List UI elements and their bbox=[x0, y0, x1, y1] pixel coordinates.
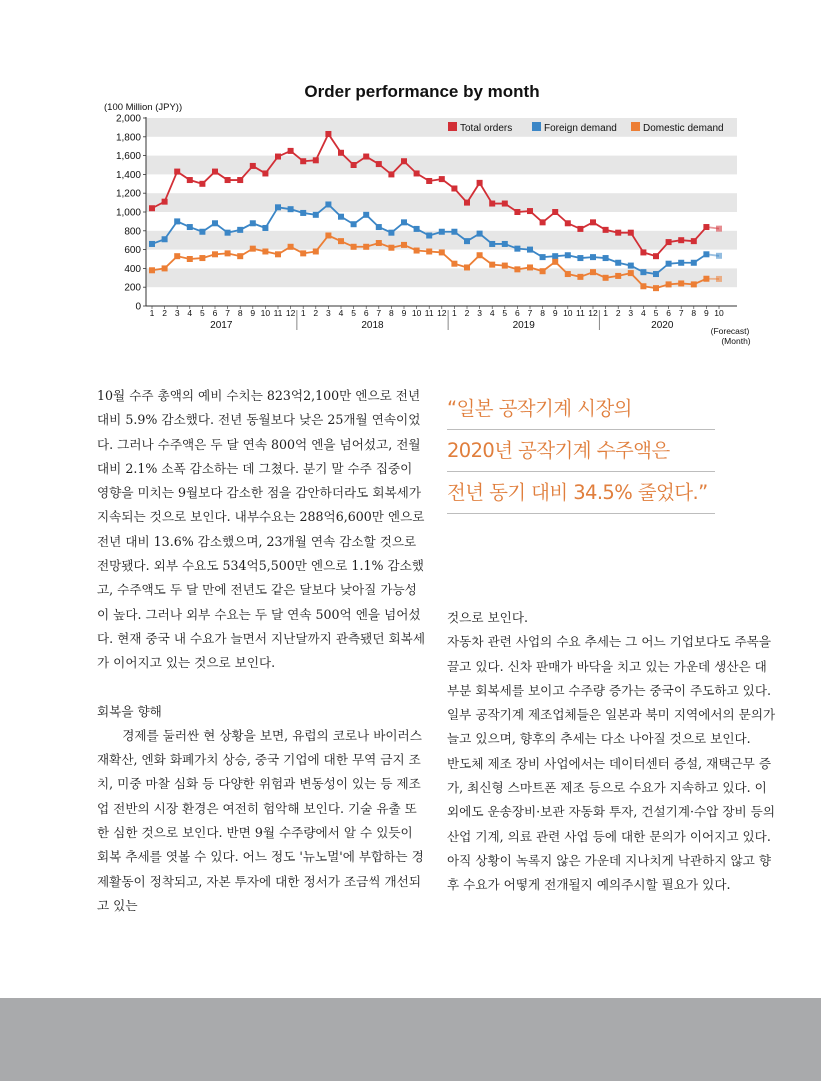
forecast-label: (Forecast) bbox=[710, 326, 750, 336]
data-point bbox=[388, 171, 394, 177]
data-point bbox=[502, 201, 508, 207]
data-point bbox=[174, 253, 180, 259]
data-point bbox=[351, 162, 357, 168]
data-point bbox=[502, 263, 508, 269]
data-point bbox=[262, 248, 268, 254]
data-point bbox=[615, 273, 621, 279]
data-point bbox=[212, 220, 218, 226]
data-point bbox=[300, 250, 306, 256]
data-point bbox=[237, 227, 243, 233]
article-paragraph: 자동차 관련 사업의 수요 추세는 그 어느 기업보다도 주목을 끌고 있다. 신차 판매가 바닥을 치고 있는 가운데 생산은 대부분 회복세를 보이고 수주량 증가는 중국이 주도하고 있다. 일부 공작기계 제조업체들은 일본과 북미 지역에서의 문의가 늘고 있으며, 향후의 추세는 다소 나아질 것으로 보인다. bbox=[447, 634, 776, 747]
x-tick-label: 12 bbox=[285, 308, 296, 318]
x-tick-label: 7 bbox=[225, 308, 230, 318]
x-tick-label: 1 bbox=[300, 308, 306, 318]
data-point bbox=[313, 248, 319, 254]
data-point bbox=[225, 177, 231, 183]
x-tick-label: 8 bbox=[691, 308, 697, 318]
data-point bbox=[325, 131, 331, 137]
x-tick-label: 5 bbox=[200, 308, 205, 318]
x-tick-label: 11 bbox=[273, 308, 283, 318]
data-point bbox=[363, 244, 369, 250]
data-point bbox=[451, 229, 457, 235]
footer-band bbox=[0, 998, 821, 1081]
y-tick-label: 800 bbox=[124, 226, 141, 238]
data-point bbox=[439, 229, 445, 235]
pull-quote-line: 전년 동기 대비 34.5% 줄었다.” bbox=[447, 472, 715, 514]
x-tick-label: 4 bbox=[489, 308, 495, 318]
data-point bbox=[603, 275, 609, 281]
data-point bbox=[187, 224, 193, 230]
order-performance-chart bbox=[0, 0, 821, 360]
data-point bbox=[716, 226, 722, 232]
data-point bbox=[653, 285, 659, 291]
data-point bbox=[527, 264, 533, 270]
year-label: 2020 bbox=[651, 320, 674, 331]
legend-swatch bbox=[631, 122, 640, 131]
data-point bbox=[174, 169, 180, 175]
x-tick-label: 11 bbox=[424, 308, 434, 318]
grid-band bbox=[146, 156, 737, 175]
x-tick-label: 12 bbox=[437, 308, 447, 318]
data-point bbox=[300, 158, 306, 164]
legend-swatch bbox=[532, 122, 541, 131]
data-point bbox=[275, 154, 281, 160]
data-point bbox=[338, 150, 344, 156]
data-point bbox=[351, 244, 357, 250]
x-tick-label: 9 bbox=[250, 308, 256, 318]
data-point bbox=[502, 241, 508, 247]
data-point bbox=[590, 254, 596, 260]
article-left-column bbox=[97, 384, 427, 918]
y-tick-label: 1,600 bbox=[115, 151, 141, 163]
data-point bbox=[300, 210, 306, 216]
data-point bbox=[313, 212, 319, 218]
chart-title: Order performance by month bbox=[304, 82, 540, 101]
data-point bbox=[439, 176, 445, 182]
data-point bbox=[464, 264, 470, 270]
data-point bbox=[590, 269, 596, 275]
data-point bbox=[401, 242, 407, 248]
data-point bbox=[464, 200, 470, 206]
pull-quote-line: 2020년 공작기계 수주액은 bbox=[447, 430, 715, 472]
data-point bbox=[678, 260, 684, 266]
year-label: 2018 bbox=[361, 320, 384, 331]
data-point bbox=[716, 276, 722, 282]
grid-band bbox=[146, 193, 737, 212]
data-point bbox=[250, 163, 256, 169]
legend-label: Foreign demand bbox=[544, 123, 617, 134]
data-point bbox=[615, 230, 621, 236]
data-point bbox=[451, 261, 457, 267]
y-tick-label: 1,200 bbox=[115, 188, 141, 200]
data-point bbox=[149, 267, 155, 273]
x-tick-label: 9 bbox=[704, 308, 709, 318]
data-point bbox=[603, 255, 609, 261]
data-point bbox=[590, 219, 596, 225]
data-point bbox=[363, 154, 369, 160]
data-point bbox=[363, 212, 369, 218]
data-point bbox=[514, 266, 520, 272]
x-tick-label: 10 bbox=[260, 308, 271, 318]
data-point bbox=[552, 209, 558, 215]
data-point bbox=[577, 274, 583, 280]
data-point bbox=[426, 233, 432, 239]
data-point bbox=[250, 220, 256, 226]
data-point bbox=[439, 249, 445, 255]
data-point bbox=[288, 148, 294, 154]
data-point bbox=[401, 158, 407, 164]
data-point bbox=[477, 231, 483, 237]
x-tick-label: 2 bbox=[162, 308, 167, 318]
data-point bbox=[628, 270, 634, 276]
data-point bbox=[262, 170, 268, 176]
data-point bbox=[275, 251, 281, 257]
data-point bbox=[451, 186, 457, 192]
data-point bbox=[199, 255, 205, 261]
data-point bbox=[577, 255, 583, 261]
data-point bbox=[640, 249, 646, 255]
data-point bbox=[288, 206, 294, 212]
data-point bbox=[225, 230, 231, 236]
y-tick-label: 1,400 bbox=[115, 169, 141, 181]
data-point bbox=[489, 201, 495, 207]
data-point bbox=[628, 230, 634, 236]
data-point bbox=[527, 247, 533, 253]
x-tick-label: 1 bbox=[603, 308, 608, 318]
x-tick-label: 8 bbox=[389, 308, 394, 318]
year-label: 2017 bbox=[210, 320, 233, 331]
year-label: 2019 bbox=[512, 320, 535, 331]
data-point bbox=[237, 253, 243, 259]
data-point bbox=[262, 225, 268, 231]
y-tick-label: 0 bbox=[135, 301, 141, 313]
data-point bbox=[199, 181, 205, 187]
x-axis-ticks bbox=[150, 306, 724, 318]
data-point bbox=[716, 253, 722, 259]
x-tick-label: 10 bbox=[411, 308, 422, 318]
data-point bbox=[489, 241, 495, 247]
x-tick-label: 9 bbox=[552, 308, 558, 318]
legend-label: Total orders bbox=[460, 123, 513, 134]
data-point bbox=[653, 271, 659, 277]
x-tick-label: 8 bbox=[540, 308, 545, 318]
x-tick-label: 3 bbox=[477, 308, 482, 318]
x-tick-label: 6 bbox=[363, 308, 369, 318]
data-point bbox=[565, 220, 571, 226]
x-tick-label: 3 bbox=[174, 308, 180, 318]
data-point bbox=[351, 221, 357, 227]
pull-quote-line: “일본 공작기계 시장의 bbox=[447, 388, 715, 430]
data-point bbox=[540, 219, 546, 225]
data-point bbox=[162, 199, 168, 205]
y-tick-label: 1,000 bbox=[115, 207, 141, 219]
data-point bbox=[565, 271, 571, 277]
data-point bbox=[414, 170, 420, 176]
x-tick-label: 10 bbox=[563, 308, 573, 318]
article-right-column bbox=[447, 606, 777, 898]
data-point bbox=[552, 259, 558, 265]
data-point bbox=[666, 239, 672, 245]
article-paragraph: 반도체 제조 장비 사업에서는 데이터센터 증설, 재택근무 증가, 최신형 스마트폰 제조 등으로 수요가 지속하고 있다. 이외에도 운송장비·보관 자동화 투자, 건설기계·수압 장비 등의 산업 기계, 의료 관련 사업 등에 대한 문의가 이어지고 있다. 아직 상황이 녹록지 않은 가운데 지나치게 낙관하지 않고 향후 수요가 어떻게 전개될지 예의주시할 필요가 있다. bbox=[447, 755, 776, 893]
x-tick-label: 5 bbox=[502, 308, 508, 318]
data-point bbox=[540, 254, 546, 260]
data-point bbox=[388, 245, 394, 251]
data-point bbox=[338, 238, 344, 244]
x-tick-label: 9 bbox=[401, 308, 407, 318]
data-point bbox=[162, 265, 168, 271]
data-point bbox=[527, 208, 533, 214]
legend-swatch bbox=[448, 122, 457, 131]
data-point bbox=[691, 260, 697, 266]
legend-label: Domestic demand bbox=[643, 123, 724, 134]
data-point bbox=[325, 201, 331, 207]
section-heading: 회복을 향해 bbox=[97, 703, 162, 719]
x-tick-label: 7 bbox=[678, 308, 684, 318]
data-point bbox=[288, 244, 294, 250]
data-point bbox=[514, 209, 520, 215]
data-point bbox=[187, 256, 193, 262]
data-point bbox=[149, 241, 155, 247]
data-point bbox=[401, 219, 407, 225]
data-point bbox=[225, 250, 231, 256]
data-point bbox=[388, 230, 394, 236]
data-point bbox=[464, 238, 470, 244]
data-point bbox=[691, 238, 697, 244]
x-tick-label: 7 bbox=[527, 308, 533, 318]
data-point bbox=[376, 224, 382, 230]
data-point bbox=[212, 251, 218, 257]
data-point bbox=[187, 177, 193, 183]
y-tick-label: 2,000 bbox=[115, 113, 141, 125]
data-point bbox=[514, 246, 520, 252]
x-tick-label: 6 bbox=[515, 308, 520, 318]
article-paragraph: 10월 수주 총액의 예비 수치는 823억2,100만 엔으로 전년 대비 5.9% 감소했다. 전년 동월보다 낮은 25개월 연속이었다. 그러나 수주액은 두 달 연속 800억 엔을 넘어섰고, 전월 대비 2.1% 소폭 감소하는 데 그쳤다. 분기 말 수주 집중이 영향을 미치는 9월보다 감소한 점을 감안하더라도 회복세가 지속되는 것으로 보인다. 내부수요는 288억6,600만 엔으로 전년 대비 13.6% 감소했으며, 23개월 연속 감소할 것으로 전망됐다. 외부 수요도 534억5,500만 엔으로 1.1% 감소했고, 수주액도 두 달 만에 전년도 같은 달보다 낮아질 가능성이 높다. 그러나 외부 수요는 두 달 연속 500억 엔을 넘어섰다. 현재 중국 내 수요가 늘면서 지난달까지 관측됐던 회복세가 이어지고 있는 것으로 보인다. bbox=[97, 388, 426, 671]
x-tick-label: 1 bbox=[452, 308, 457, 318]
data-point bbox=[237, 177, 243, 183]
x-tick-label: 2 bbox=[464, 308, 470, 318]
data-point bbox=[653, 253, 659, 259]
x-tick-label: 6 bbox=[212, 308, 218, 318]
chart-legend bbox=[448, 122, 724, 134]
x-tick-label: 7 bbox=[376, 308, 382, 318]
data-point bbox=[703, 276, 709, 282]
data-point bbox=[678, 280, 684, 286]
x-tick-label: 8 bbox=[237, 308, 243, 318]
data-point bbox=[376, 161, 382, 167]
x-tick-label: 3 bbox=[326, 308, 331, 318]
x-tick-label: 12 bbox=[588, 308, 598, 318]
data-point bbox=[703, 251, 709, 257]
y-tick-label: 400 bbox=[124, 263, 141, 275]
data-point bbox=[577, 226, 583, 232]
article-paragraph: 경제를 둘러싼 현 상황을 보면, 유럽의 코로나 바이러스 재확산, 엔화 화폐가치 상승, 중국 기업에 대한 무역 금지 조치, 미중 마찰 심화 등 다양한 위험과 변동성이 있는 등 제조업 전반의 시장 환경은 여전히 험악해 보인다. 기술 유출 또한 심한 것으로 보인다. 반면 9월 수주량에서 알 수 있듯이 회복 추세를 엿볼 수 있다. 어느 정도 '뉴노멀'에 부합하는 경제활동이 정착되고, 자본 투자에 대한 정서가 조금씩 개선되고 있는 bbox=[97, 727, 424, 913]
data-point bbox=[552, 253, 558, 259]
x-tick-label: 6 bbox=[666, 308, 671, 318]
data-point bbox=[640, 269, 646, 275]
data-point bbox=[149, 205, 155, 211]
paragraph-gap bbox=[97, 676, 427, 700]
data-point bbox=[325, 233, 331, 239]
data-point bbox=[489, 262, 495, 268]
data-point bbox=[678, 237, 684, 243]
data-point bbox=[199, 229, 205, 235]
chart-grid-bands bbox=[146, 118, 737, 287]
y-tick-label: 600 bbox=[124, 245, 141, 257]
data-point bbox=[250, 246, 256, 252]
data-point bbox=[414, 248, 420, 254]
x-tick-label: 3 bbox=[628, 308, 634, 318]
month-label: (Month) bbox=[721, 336, 751, 346]
data-point bbox=[666, 281, 672, 287]
x-tick-label: 5 bbox=[351, 308, 356, 318]
data-point bbox=[212, 169, 218, 175]
data-point bbox=[477, 252, 483, 258]
y-tick-label: 1,800 bbox=[115, 132, 141, 144]
data-point bbox=[565, 252, 571, 258]
data-point bbox=[603, 227, 609, 233]
x-tick-label: 1 bbox=[149, 308, 155, 318]
x-tick-label: 10 bbox=[714, 308, 724, 318]
x-tick-label: 2 bbox=[313, 308, 319, 318]
data-point bbox=[703, 224, 709, 230]
article-paragraph: 것으로 보인다. bbox=[447, 610, 528, 625]
data-point bbox=[426, 178, 432, 184]
x-tick-label: 4 bbox=[338, 308, 344, 318]
data-point bbox=[540, 268, 546, 274]
data-point bbox=[426, 248, 432, 254]
data-point bbox=[640, 283, 646, 289]
data-point bbox=[414, 226, 420, 232]
data-point bbox=[162, 236, 168, 242]
data-point bbox=[275, 204, 281, 210]
data-point bbox=[666, 261, 672, 267]
data-point bbox=[376, 240, 382, 246]
y-axis-unit-label: (100 Million (JPY)) bbox=[104, 102, 183, 113]
data-point bbox=[615, 260, 621, 266]
y-tick-label: 200 bbox=[124, 282, 141, 294]
data-point bbox=[313, 157, 319, 163]
data-point bbox=[174, 218, 180, 224]
x-tick-label: 4 bbox=[641, 308, 646, 318]
x-tick-label: 5 bbox=[653, 308, 659, 318]
x-tick-label: 4 bbox=[187, 308, 193, 318]
x-tick-label: 11 bbox=[575, 308, 585, 318]
grid-band bbox=[146, 268, 737, 287]
data-point bbox=[338, 214, 344, 220]
data-point bbox=[628, 263, 634, 269]
data-point bbox=[477, 180, 483, 186]
y-axis-ticks bbox=[116, 114, 146, 313]
x-tick-label: 2 bbox=[615, 308, 621, 318]
pull-quote bbox=[447, 388, 715, 514]
data-point bbox=[691, 281, 697, 287]
